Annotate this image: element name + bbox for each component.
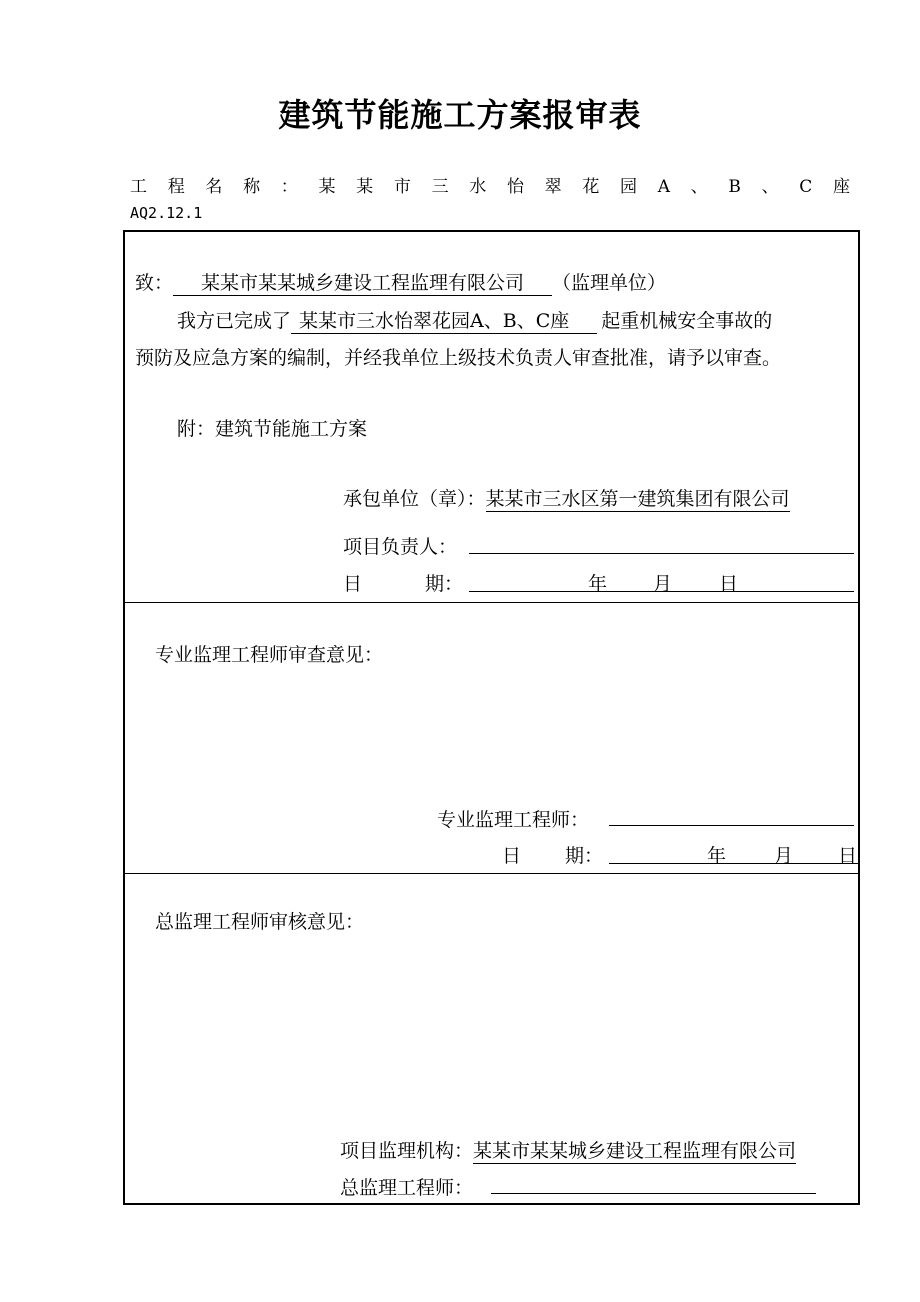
body-line-2: 预防及应急方案的编制，并经我单位上级技术负责人审查批准，请予以审查。 bbox=[135, 347, 782, 369]
date-label-2a: 日 bbox=[502, 845, 522, 867]
section-divider-2 bbox=[125, 873, 858, 874]
chief-review-heading: 总监理工程师审核意见： bbox=[155, 911, 365, 933]
month-label-1: 月 bbox=[653, 573, 673, 595]
date-label-1b: 期： bbox=[425, 573, 464, 595]
chief-engineer-label: 总监理工程师： bbox=[340, 1177, 474, 1199]
specialist-review-heading: 专业监理工程师审查意见： bbox=[155, 644, 384, 666]
month-label-2: 月 bbox=[774, 845, 794, 867]
body-line-1: 我方已完成了 某某市三水怡翠花园A、B、C座 起重机械安全事故的 bbox=[177, 306, 772, 334]
contractor-value: 某某市三水区第一建筑集团有限公司 bbox=[486, 484, 790, 512]
chief-signature-field[interactable] bbox=[491, 1193, 816, 1194]
addressee-line: 致： 某某市某某城乡建设工程监理有限公司 （监理单位） bbox=[135, 268, 666, 296]
date-label-1a: 日 bbox=[343, 573, 363, 595]
contractor-line: 承包单位（章）：某某市三水区第一建筑集团有限公司 bbox=[343, 484, 790, 512]
supervision-company: 某某市某某城乡建设工程监理有限公司 bbox=[173, 268, 552, 296]
year-label-1: 年 bbox=[588, 573, 608, 595]
project-name-field: 某某市三水怡翠花园A、B、C座 bbox=[291, 306, 597, 334]
day-label-2: 日 bbox=[838, 845, 858, 867]
date-label-2b: 期： bbox=[565, 845, 604, 867]
date-field-2[interactable] bbox=[609, 863, 859, 864]
manager-label: 项目负责人： bbox=[343, 536, 458, 558]
specialist-engineer-label: 专业监理工程师： bbox=[437, 809, 590, 831]
specialist-signature-field[interactable] bbox=[609, 825, 854, 826]
manager-signature-field[interactable] bbox=[469, 553, 854, 554]
attachment-line: 附：建筑节能施工方案 bbox=[177, 418, 368, 440]
supervision-org-value: 某某市某某城乡建设工程监理有限公司 bbox=[473, 1136, 796, 1164]
supervision-org-line: 项目监理机构：某某市某某城乡建设工程监理有限公司 bbox=[340, 1136, 796, 1164]
form-code: AQ2.12.1 bbox=[130, 204, 203, 222]
day-label-1: 日 bbox=[719, 573, 739, 595]
project-name-line: 工程名称：某某市三水怡翠花园A、B、C座 bbox=[130, 177, 852, 197]
form-title: 建筑节能施工方案报审表 bbox=[278, 96, 642, 134]
year-label-2: 年 bbox=[707, 845, 727, 867]
section-divider-1 bbox=[125, 602, 858, 603]
review-form-table bbox=[123, 230, 860, 1205]
